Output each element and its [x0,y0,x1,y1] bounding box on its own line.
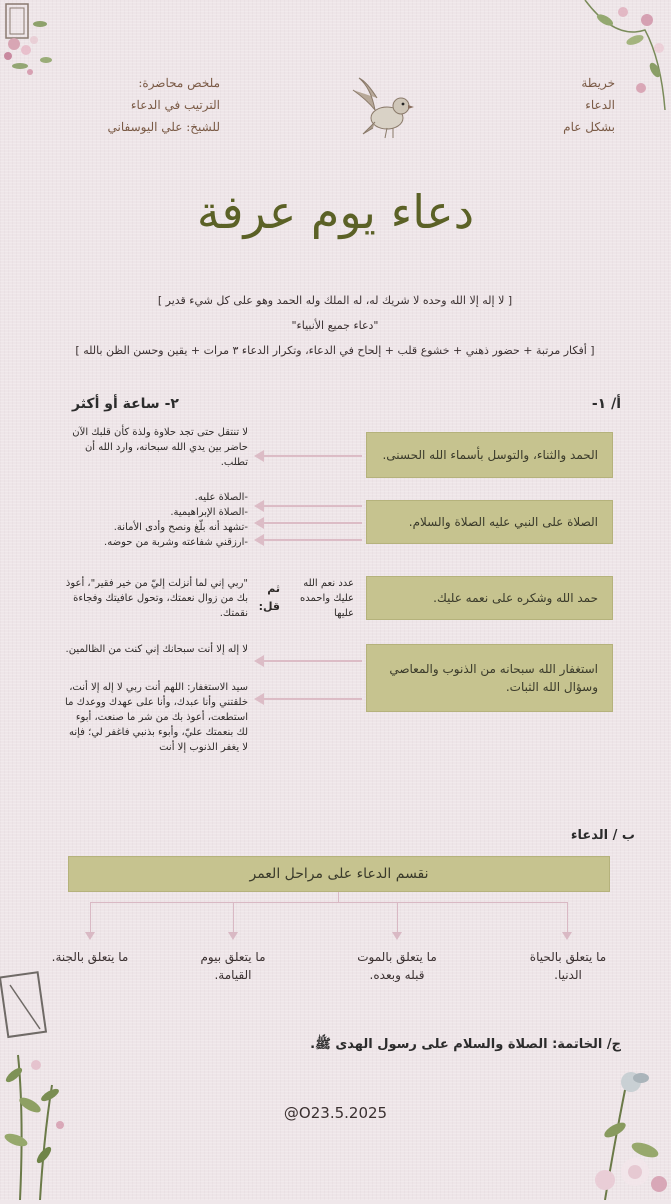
stage-paradise: ما يتعلق بالجنة. [51,950,129,964]
header-right-line: بشكل عام [563,120,615,134]
stage-dunya: ما يتعلق بالحياة الدنيا. [529,950,607,982]
arrowhead-icon [85,932,95,940]
arrowhead-icon [562,932,572,940]
stage-resurrection: ما يتعلق بيوم القيامة. [200,950,266,982]
connector-line [397,902,398,934]
arrow-icon [256,505,362,507]
arrow-icon [256,455,362,457]
step-box-istighfar: استغفار الله سبحانه من الذنوب والمعاصي وسؤال الله الثبات. [366,644,613,712]
note-gratitude: "ربي إني لما أنزلت إليّ من خير فقير"، أعوذ بك من زوال نعمتك، وتحول عافيتك وفجاءة نقمتك. [65,578,248,619]
stage-death: ما يتعلق بالموت قبله وبعده. [357,950,437,982]
intro-line-1: [ لا إله إلا الله وحده لا شريك له، له الملك وله الحمد وهو على كل شيء قدير ] [157,294,513,307]
note-count-blessings: عدد نعم الله عليك واحمده عليها [300,578,354,619]
arrow-icon [256,539,362,541]
floral-bottom-right-icon [575,1060,671,1200]
connector-line [90,902,568,903]
note-line: -تشهد أنه بلّغ ونصح وأدى الأمانة. [113,522,248,533]
note-praise: لا تنتقل حتى تجد حلاوة ولذة كأن قلبك الآن حاضر بين يدي الله سبحانه، وارد الله أن تطلب. [72,427,248,468]
header-left-line: ملخص محاضرة: [138,76,220,90]
page-title: دعاء يوم عرفة [196,185,475,239]
connector-line [233,902,234,934]
author-handle: @O23.5.2025 [283,1104,388,1122]
connector-line [338,892,339,902]
note-istighfar-1: لا إله إلا أنت سبحانك إني كنت من الظالمين. [65,644,248,655]
then-say-label: ثم قل: [258,582,280,613]
step-box-gratitude: حمد الله وشكره على نعمه عليك. [366,576,613,620]
step-box-praise: الحمد والثناء، والتوسل بأسماء الله الحسنى. [366,432,613,478]
arrow-icon [256,522,362,524]
conclusion-text: ج/ الخاتمة: الصلاة والسلام على رسول الهدى ﷺ. [310,1037,621,1052]
section-a-label: أ/ ١- [591,396,621,412]
section-b-label: ب / الدعاء [570,828,635,843]
header-right-block [495,72,615,138]
step-box-salawat: الصلاة على النبي عليه الصلاة والسلام. [366,500,613,544]
section-a-duration: ٢- ساعة أو أكثر [72,396,179,412]
section-b-box: نقسم الدعاء على مراحل العمر [68,856,610,892]
header-left-line: الترتيب في الدعاء [130,98,220,112]
note-line: -الصلاة الإبراهيمية. [170,507,248,518]
arrow-icon [256,698,362,700]
bird-icon [345,70,415,150]
intro-line-3: [ أفكار مرتبة + حضور ذهني + خشوع قلب + إلحاح في الدعاء، وتكرار الدعاء ٣ مرات + يقين وحسن الظن بالله ] [75,344,595,357]
note-salawat [62,490,248,550]
intro-line-2: "دعاء جميع الأنبياء" [291,319,379,332]
arrow-icon [256,660,362,662]
arrowhead-icon [392,932,402,940]
note-line: -الصلاة عليه. [194,492,248,503]
floral-bottom-left-icon [0,965,90,1200]
arrowhead-icon [228,932,238,940]
header-left-line: للشيخ: علي اليوسفاني [107,120,220,134]
connector-line [90,902,91,934]
header-right-line: الدعاء [585,98,615,112]
header-right-line: خريطة [581,76,615,90]
note-line: -ارزقني شفاعته وشربة من حوضه. [104,537,248,548]
connector-line [567,902,568,934]
header-left-block [60,72,220,138]
note-sayyid-istighfar: سيد الاستغفار: اللهم أنت ربي لا إله إلا أنت، خلقتني وأنا عبدك، وأنا على عهدك ووعدك ما استطعت، أعوذ بك من شر ما صنعت، أبوء لك بنعمتك عليّ، وأبوء بذنبي فاغفر لي؛ فإنه لا يغفر الذنوب إلا أنت [65,682,248,753]
